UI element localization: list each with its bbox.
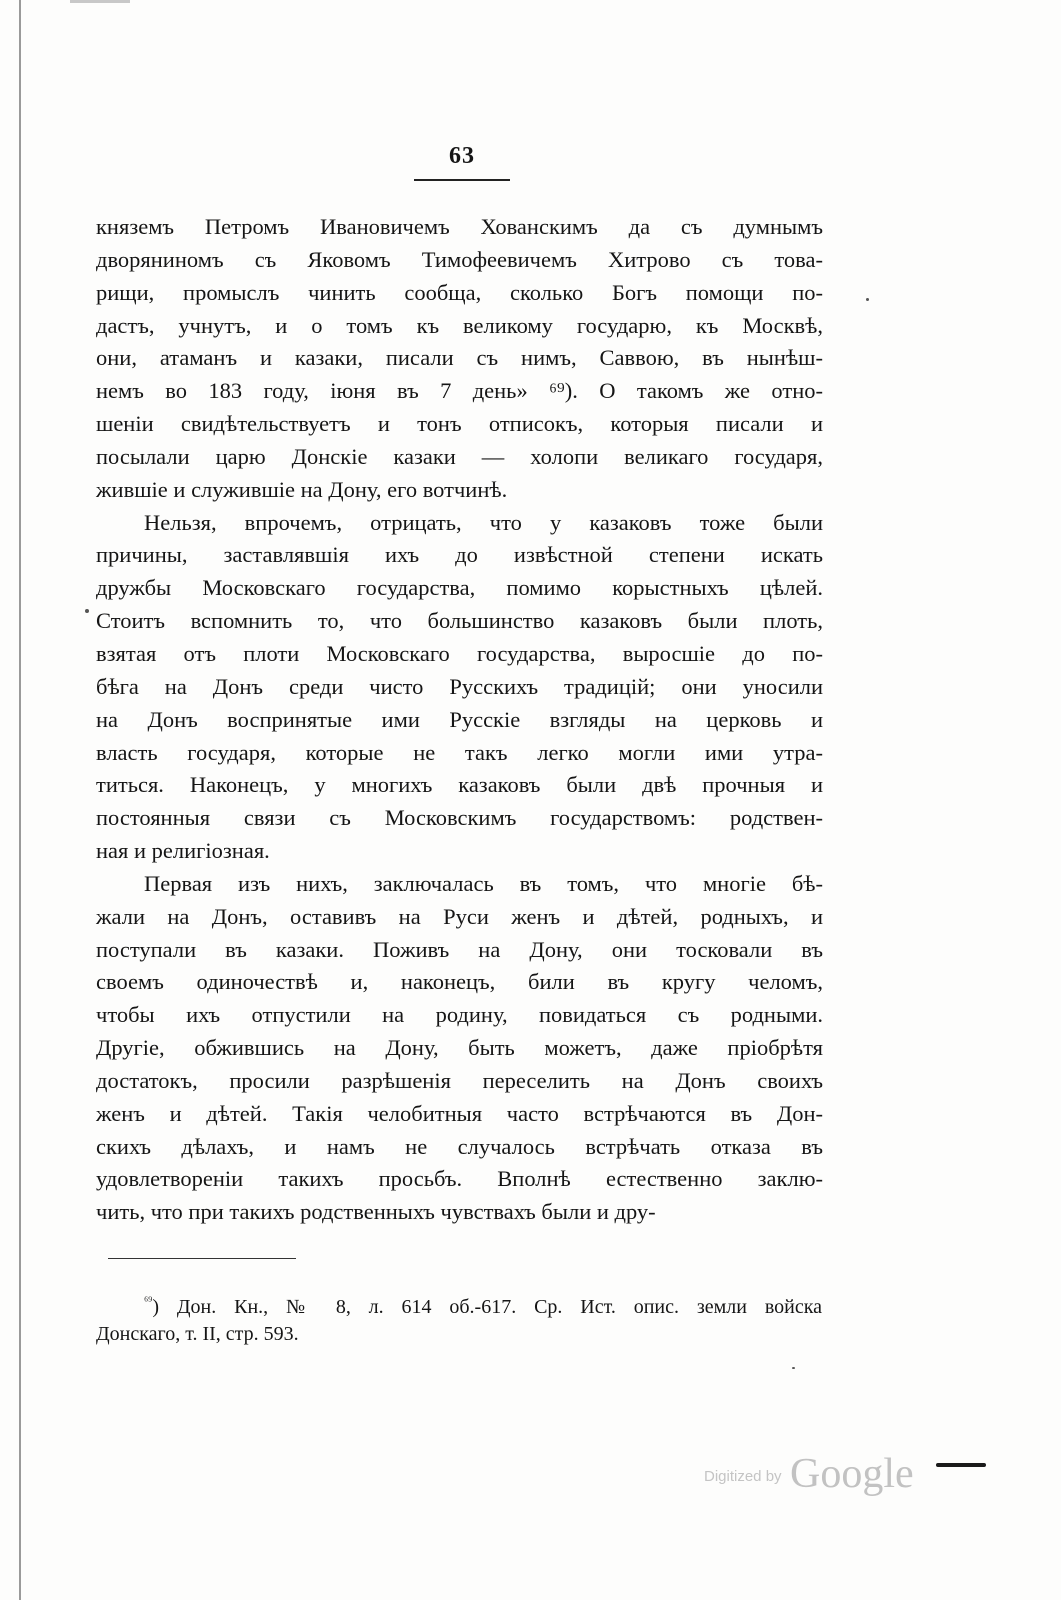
scan-artifact-top <box>70 0 130 3</box>
text-line: власть государя, которые не такъ легко могли ими утра- <box>96 739 823 765</box>
text-line: Другіе, обжившись на Дону, быть можетъ, даже пріобрѣтя <box>96 1035 823 1061</box>
text-line: жали на Донъ, оставивъ на Руси женъ и дѣтей, родныхъ, и <box>96 903 823 929</box>
footnote-line: Донскаго, т. II, стр. 593. <box>96 1323 299 1345</box>
text-line: на Донъ воспринятые ими Русскіе взгляды на церковь и <box>96 706 823 732</box>
text-line: Стоитъ вспомнить то, что большинство казаковъ были плоть, <box>96 608 823 634</box>
footnote-separator <box>108 1258 296 1259</box>
text-line: они, атаманъ и казаки, писали съ нимъ, Саввою, въ нынѣш- <box>96 345 823 371</box>
text-line: удовлетвореніи такихъ просьбъ. Вполнѣ естественно заклю- <box>96 1166 823 1192</box>
scan-artifact-mark <box>936 1463 986 1467</box>
text-line: достатокъ, просили разрѣшенія переселить на Донъ своихъ <box>96 1067 823 1093</box>
footnote <box>96 1285 822 1351</box>
text-line: Первая изъ нихъ, заключалась въ томъ, что многіе бѣ- <box>144 870 823 896</box>
scan-speck <box>866 298 869 301</box>
digitized-watermark <box>704 1450 914 1498</box>
text-line: постоянныя связи съ Московскимъ государствомъ: родствен- <box>96 805 823 831</box>
watermark-brand-logo: Google <box>790 1451 914 1497</box>
text-line: скихъ дѣлахъ, и намъ не случалось встрѣчать отказа въ <box>96 1133 823 1159</box>
text-line: дворяниномъ съ Яковомъ Тимофеевичемъ Хитрово съ това- <box>96 246 823 272</box>
footnote-text: ) Дон. Кн., № 8, л. 614 об.-617. Ср. Ист. опис. земли войска <box>152 1296 822 1318</box>
scan-speck <box>85 609 89 613</box>
watermark-prefix: Digitized by <box>704 1468 782 1485</box>
text-line: чить, что при такихъ родственныхъ чувствахъ были и дру- <box>96 1199 656 1225</box>
text-line: ная и религіозная. <box>96 838 270 864</box>
page-number-underline <box>414 179 510 181</box>
text-line: поступали въ казаки. Поживъ на Дону, они тосковали въ <box>96 936 823 962</box>
text-line: рищи, промыслъ чинить сообща, сколько Богъ помощи по- <box>96 279 823 305</box>
text-line: своемъ одиночествѣ и, наконецъ, били въ кругу челомъ, <box>96 969 823 995</box>
text-line: Нельзя, впрочемъ, отрицать, что у казаковъ тоже были <box>144 509 823 535</box>
text-line: причины, заставлявшія ихъ до извѣстной степени искать <box>96 542 823 568</box>
footnote-marker: ⁶⁹ <box>144 1294 153 1308</box>
text-line: немъ во 183 году, іюня въ 7 день» ⁶⁹). О такомъ же отно- <box>96 378 823 404</box>
text-line: женъ и дѣтей. Такія челобитныя часто встрѣчаются въ Дон- <box>96 1100 823 1126</box>
text-line: дружбы Московскаго государства, помимо корыстныхъ цѣлей. <box>96 575 823 601</box>
text-line: посылали царю Донскіе казаки — холопи великаго государя, <box>96 443 823 469</box>
body-text <box>96 211 823 1229</box>
text-line: титься. Наконецъ, у многихъ казаковъ были двѣ прочныя и <box>96 772 823 798</box>
text-line: бѣга на Донъ среди чисто Русскихъ традицій; они уносили <box>96 673 823 699</box>
page-number: 63 <box>449 143 475 169</box>
page-edge-shadow <box>19 0 21 1600</box>
text-line: шеніи свидѣтельствуетъ и тонъ отписокъ, которыя писали и <box>96 411 823 437</box>
text-line: взятая отъ плоти Московскаго государства, выросшіе до по- <box>96 640 823 666</box>
text-line: чтобы ихъ отпустили на родину, повидаться съ родными. <box>96 1002 823 1028</box>
footnote-line <box>96 1285 822 1318</box>
text-line: княземъ Петромъ Ивановичемъ Хованскимъ да съ думнымъ <box>96 214 823 239</box>
text-line: дастъ, учнутъ, и о томъ къ великому государю, къ Москвѣ, <box>96 312 823 338</box>
scan-speck <box>792 1367 795 1369</box>
text-line: жившіе и служившіе на Дону, его вотчинѣ. <box>96 476 508 502</box>
